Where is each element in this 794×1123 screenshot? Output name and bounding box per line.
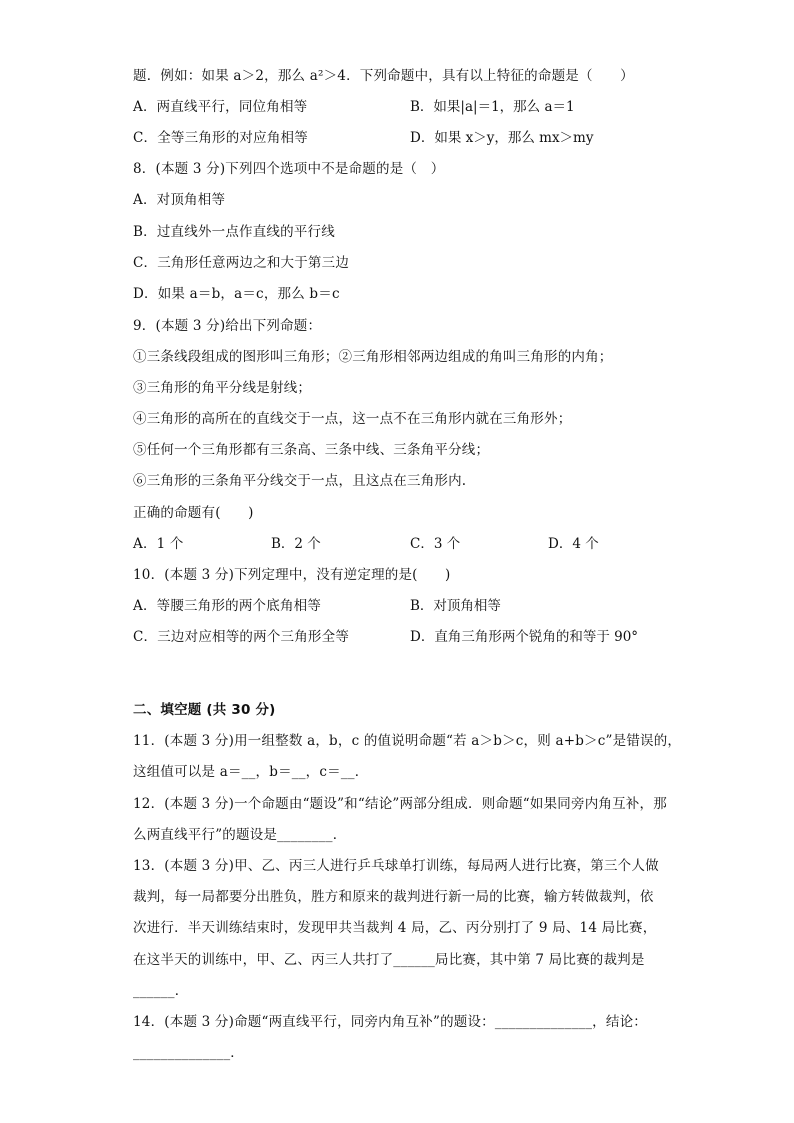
q9-statement-4: ④三角形的高所在的直线交于一点，这一点不在三角形内就在三角形外； [133, 411, 572, 427]
q9-statement-3: ③三角形的角平分线是射线； [133, 380, 312, 396]
q11-line-2: 这组值可以是 a＝__，b＝__，c＝__． [133, 764, 369, 780]
q14-line-1: 14．(本题 3 分)命题“两直线平行，同旁内角互补”的题设：______________，结论： [133, 1014, 647, 1030]
q10-option-d: D．直角三角形两个锐角的和等于 90° [410, 629, 639, 645]
q13-line-2: 裁判，每一局都要分出胜负，胜方和原来的裁判进行新一局的比赛，输方转做裁判，依 [133, 889, 654, 905]
q10-stem: 10．(本题 3 分)下列定理中，没有逆定理的是( ) [133, 567, 451, 583]
section-heading-fill-in: 二、填空题 (共 30 分) [133, 702, 276, 718]
q7-option-b: B．如果|a|＝1，那么 a＝1 [410, 99, 575, 115]
q13-line-5: ______． [133, 983, 189, 999]
q7-option-c: C．全等三角形的对应角相等 [133, 130, 308, 146]
q9-stem: 9．(本题 3 分)给出下列命题： [133, 318, 322, 334]
q8-option-d: D．如果 a＝b，a＝c，那么 b＝c [133, 286, 340, 302]
q9-ask: 正确的命题有( ) [133, 505, 254, 521]
q9-option-c: C．3 个 [410, 536, 461, 552]
q7-stem-tail: 题．例如：如果 a＞2，那么 a²＞4．下列命题中，具有以上特征的命题是（ ） [133, 68, 634, 84]
q8-stem: 8．(本题 3 分)下列四个选项中不是命题的是（ ） [133, 161, 445, 177]
q7-option-a: A．两直线平行，同位角相等 [133, 99, 308, 115]
q12-line-2: 么两直线平行”的题设是________． [133, 827, 347, 843]
q10-option-c: C．三边对应相等的两个三角形全等 [133, 629, 350, 645]
q9-statement-5: ⑤任何一个三角形都有三条高、三条中线、三条角平分线； [133, 442, 490, 458]
q10-option-b: B．对顶角相等 [410, 598, 501, 614]
q11-line-1: 11．(本题 3 分)用一组整数 a，b，c 的值说明命题“若 a＞b＞c，则 a+b＞c”是错误的， [133, 733, 682, 749]
q9-statement-6: ⑥三角形的三条角平分线交于一点，且这点在三角形内. [133, 473, 467, 489]
q7-option-d: D．如果 x＞y，那么 mx＞my [410, 130, 594, 146]
q10-option-a: A．等腰三角形的两个底角相等 [133, 598, 322, 614]
q13-line-1: 13．(本题 3 分)甲、乙、丙三人进行乒乓球单打训练，每局两人进行比赛，第三个人做 [133, 858, 659, 874]
q9-option-d: D．4 个 [548, 536, 599, 552]
q8-option-c: C．三角形任意两边之和大于第三边 [133, 255, 350, 271]
q13-line-4: 在这半天的训练中，甲、乙、丙三人共打了______局比赛，其中第 7 局比赛的裁判是 [133, 952, 645, 968]
q14-line-2: ______________． [133, 1045, 244, 1061]
q9-statement-1-2: ①三条线段组成的图形叫三角形；②三角形相邻两边组成的角叫三角形的内角； [133, 349, 613, 365]
q9-option-b: B．2 个 [271, 536, 321, 552]
q8-option-a: A．对顶角相等 [133, 192, 226, 208]
q8-option-b: B．过直线外一点作直线的平行线 [133, 224, 335, 240]
q9-option-a: A．1 个 [133, 536, 184, 552]
q13-line-3: 次进行．半天训练结束时，发现甲共当裁判 4 局，乙、丙分别打了 9 局、14 局比赛， [133, 920, 657, 936]
q12-line-1: 12．(本题 3 分)一个命题由“题设”和“结论”两部分组成．则命题“如果同旁内角互补，那 [133, 796, 667, 812]
